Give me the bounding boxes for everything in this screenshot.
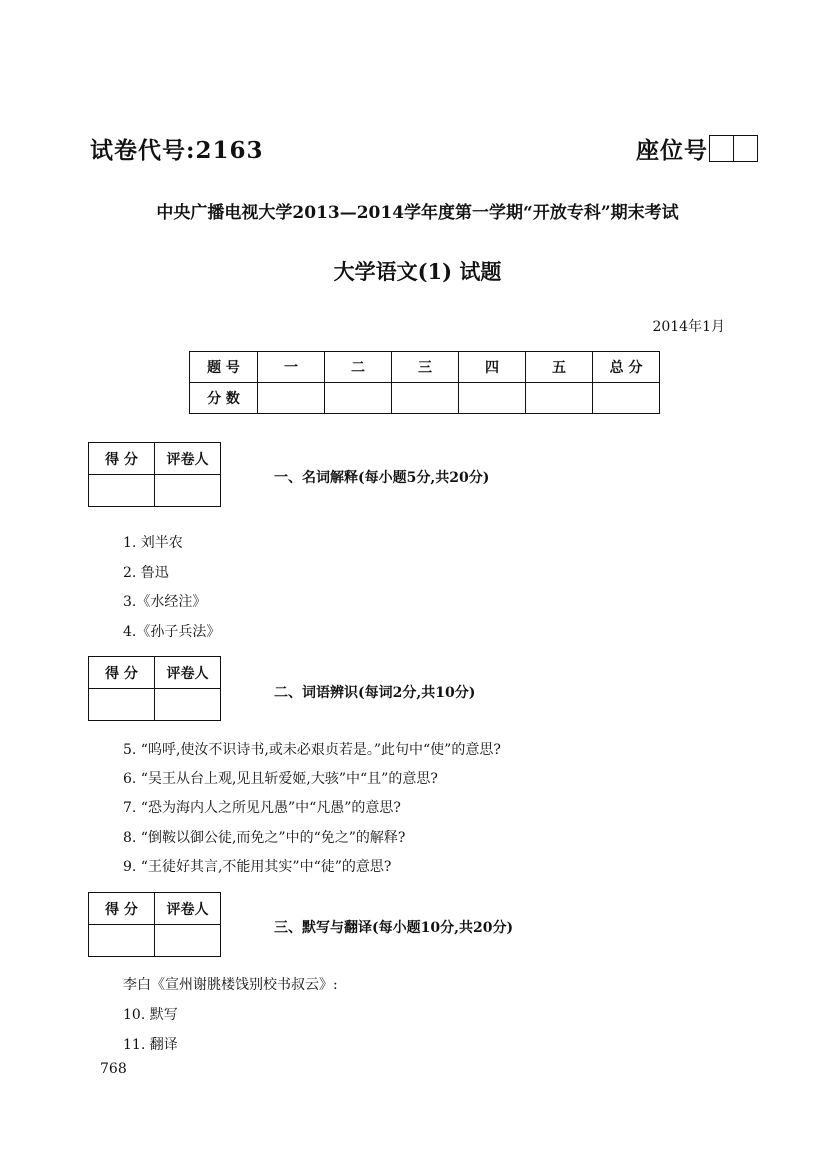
seat-boxes: [709, 135, 758, 162]
grader-label: 评卷人: [155, 443, 221, 475]
section-heading: 二、词语辨识(每词2分,共10分): [274, 685, 476, 701]
grader-cell[interactable]: [155, 925, 221, 957]
question-item: 11. 翻译: [123, 1037, 178, 1053]
question-item: 2. 鲁迅: [123, 565, 169, 581]
question-item: 1. 刘半农: [123, 535, 183, 551]
score-table-column: 二: [325, 352, 392, 383]
grader-label: 评卷人: [155, 893, 221, 925]
seat-label: 座位号: [636, 137, 708, 164]
score-table-header-row: [190, 352, 660, 383]
question-item: 6. “吴王从台上观,见且斩爱姬,大骇”中“且”的意思?: [123, 771, 438, 787]
score-table-column: 总 分: [593, 352, 660, 383]
score-cell[interactable]: [526, 383, 593, 414]
score-cell[interactable]: [593, 383, 660, 414]
score-table-score-row: [190, 383, 660, 414]
score-cell[interactable]: [392, 383, 459, 414]
question-item: 5. “呜呼,使汝不识诗书,或未必艰贞若是。”此句中“使”的意思?: [123, 742, 501, 758]
exam-title: 中央广播电视大学2013—2014学年度第一学期“开放专科”期末考试: [156, 203, 679, 223]
grader-label: 评卷人: [155, 657, 221, 689]
grader-cell[interactable]: [155, 689, 221, 721]
question-item: 7. “恐为海内人之所见凡愚”中“凡愚”的意思?: [123, 800, 401, 816]
question-item: 4.《孙子兵法》: [123, 624, 221, 640]
score-table-column: 一: [258, 352, 325, 383]
seat-number: [636, 132, 758, 165]
seat-box[interactable]: [734, 135, 758, 162]
score-cell[interactable]: [325, 383, 392, 414]
grader-box: [88, 892, 221, 957]
section-heading: 一、名词解释(每小题5分,共20分): [274, 470, 490, 486]
seat-box[interactable]: [709, 135, 734, 162]
score-label: 得 分: [89, 443, 155, 475]
subject-title: 大学语文(1) 试题: [333, 259, 502, 284]
question-item: 8. “倒鞍以御公徒,而免之”中的“免之”的解释?: [123, 830, 406, 846]
question-item: 3.《水经注》: [123, 594, 207, 610]
score-cell[interactable]: [258, 383, 325, 414]
score-table-column: 三: [392, 352, 459, 383]
section-heading: 三、默写与翻译(每小题10分,共20分): [274, 920, 514, 936]
score-label: 得 分: [89, 657, 155, 689]
score-table-column: 五: [526, 352, 593, 383]
question-item: 9. “王徒好其言,不能用其实”中“徒”的意思?: [123, 859, 392, 875]
score-cell[interactable]: [89, 475, 155, 507]
score-cell[interactable]: [89, 689, 155, 721]
grader-cell[interactable]: [155, 475, 221, 507]
page-number: 768: [100, 1061, 127, 1077]
question-item: 10. 默写: [123, 1007, 178, 1023]
exam-code: 试卷代号:2163: [90, 137, 264, 164]
grader-box: [88, 442, 221, 507]
score-table: [189, 351, 660, 414]
score-table-row-label: 分 数: [190, 383, 258, 414]
score-label: 得 分: [89, 893, 155, 925]
section-intro: 李白《宣州谢朓楼饯别校书叔云》:: [123, 977, 338, 993]
score-cell[interactable]: [459, 383, 526, 414]
exam-date: 2014年1月: [652, 319, 725, 335]
score-cell[interactable]: [89, 925, 155, 957]
score-table-row-label: 题 号: [190, 352, 258, 383]
score-table-column: 四: [459, 352, 526, 383]
grader-box: [88, 656, 221, 721]
